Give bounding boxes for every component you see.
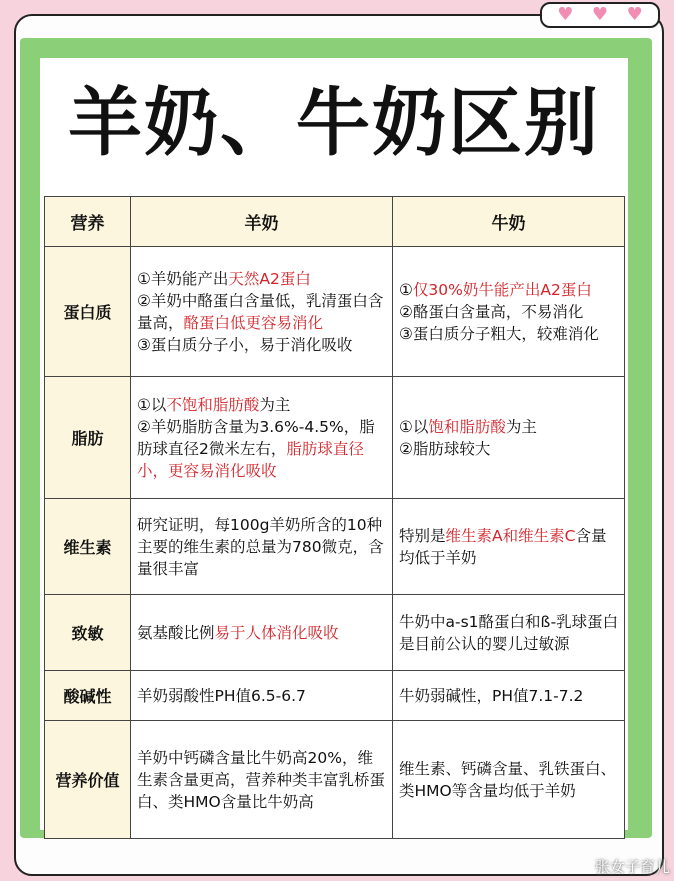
cell-text: 研究证明，每100g羊奶所含的10种主要的维生素的总量为780微克，含量很丰富 [137, 515, 384, 578]
comparison-table [44, 196, 625, 839]
cell-text: 羊奶弱酸性PH值6.5-6.7 [137, 686, 306, 705]
goat-cell [131, 499, 393, 595]
cell-text: ②脂肪球较大 [399, 439, 491, 458]
table-row [45, 721, 625, 839]
cow-cell [393, 377, 625, 499]
table-row [45, 671, 625, 721]
row-category: 营养价值 [45, 721, 131, 839]
cell-text: 羊奶中钙磷含量比牛奶高20%，维生素含量更高，营养种类丰富乳桥蛋白、类HMO含量比牛奶高 [137, 748, 386, 811]
header-goat-milk: 羊奶 [131, 197, 393, 247]
cell-text: ③蛋白质分子小，易于消化吸收 [137, 335, 353, 354]
cow-cell [393, 595, 625, 671]
goat-cell [131, 377, 393, 499]
cell-text: ③蛋白质分子粗大，较难消化 [399, 324, 599, 343]
table-row [45, 377, 625, 499]
cell-text: 维生素、钙磷含量、乳铁蛋白、类HMO等含量均低于羊奶 [399, 759, 617, 800]
cell-text: 为主 [259, 395, 291, 414]
cow-cell [393, 671, 625, 721]
highlight-text: 易于人体消化吸收 [214, 623, 339, 642]
page-title: 羊奶、牛奶区别 [68, 80, 600, 166]
header-category: 营养 [45, 197, 131, 247]
row-category: 致敏 [45, 595, 131, 671]
cell-text: 特别是 [399, 526, 446, 545]
heart-icon: ♥ [626, 4, 643, 25]
row-category: 维生素 [45, 499, 131, 595]
cell-text: ②羊奶脂肪含量为3.6%-4.5%，脂肪球直径2微米左右， [137, 417, 375, 458]
hearts-badge [540, 2, 660, 28]
table-row [45, 499, 625, 595]
cell-text: ①以 [399, 417, 429, 436]
header-cow-milk: 牛奶 [393, 197, 625, 247]
cell-text: 为主 [505, 417, 537, 436]
goat-cell [131, 247, 393, 377]
row-category: 酸碱性 [45, 671, 131, 721]
highlight-text: 不饱和脂肪酸 [166, 395, 260, 414]
highlight-text: 仅30%奶牛能产出A2蛋白 [412, 280, 592, 299]
cell-text: 牛奶中a-s1酪蛋白和ß-乳球蛋白是目前公认的婴儿过敏源 [399, 612, 619, 653]
goat-cell [131, 671, 393, 721]
highlight-text: 脂肪球直径小，更容易消化吸收 [137, 439, 364, 480]
heart-icon: ♥ [591, 4, 609, 25]
cell-text: ① [399, 280, 413, 299]
cell-text: ②羊奶中酪蛋白含量低，乳清蛋白含量高， [137, 291, 384, 332]
highlight-text: 酪蛋白低更容易消化 [183, 313, 324, 332]
watermark: 张女子育儿 [594, 858, 670, 876]
cell-text: ①以 [137, 395, 167, 414]
cell-text: 氨基酸比例 [137, 623, 215, 642]
cow-cell [393, 721, 625, 839]
goat-cell [131, 595, 393, 671]
cow-cell [393, 247, 625, 377]
cell-text: 牛奶弱碱性，PH值7.1-7.2 [399, 686, 584, 705]
cell-text: ②酪蛋白含量高，不易消化 [399, 302, 584, 321]
table-header-row [45, 197, 625, 247]
table-row [45, 595, 625, 671]
table-row [45, 247, 625, 377]
cell-text: 含量均低于羊奶 [399, 526, 607, 567]
row-category: 脂肪 [45, 377, 131, 499]
cell-text: ①羊奶能产出 [137, 269, 229, 288]
row-category: 蛋白质 [45, 247, 131, 377]
highlight-text: 饱和脂肪酸 [428, 417, 506, 436]
highlight-text: 维生素A和维生素C [445, 526, 576, 545]
highlight-text: 天然A2蛋白 [228, 269, 311, 288]
heart-icon: ♥ [557, 4, 574, 25]
cow-cell [393, 499, 625, 595]
goat-cell [131, 721, 393, 839]
